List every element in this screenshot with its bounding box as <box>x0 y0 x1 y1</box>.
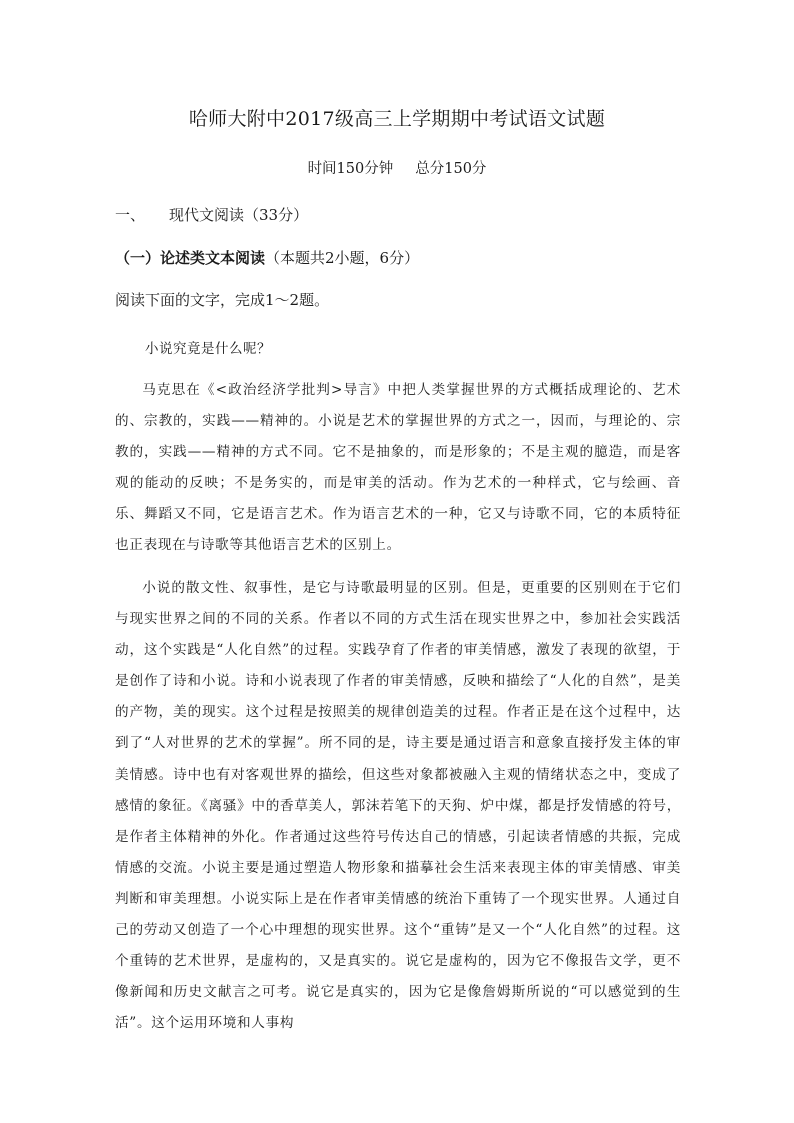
article-paragraph: 马克思在《<政治经济学批判>导言》中把人类掌握世界的方式概括成理论的、艺术的、宗教的，实践——精神的。小说是艺术的掌握世界的方式之一，因而，与理论的、宗教的，实践——精神的方式不同。它不是抽象的，而是形象的；不是主观的臆造，而是客观的能动的反映；不是务实的，而是审美的活动。作为艺术的一种样式，它与绘画、音乐、舞蹈又不同，它是语言艺术。作为语言艺术的一种，它又与诗歌不同，它的本质特征也正表现在与诗歌等其他语言艺术的区别上。 <box>115 382 681 554</box>
exam-meta <box>0 157 794 178</box>
exam-title: 哈师大附中2017级高三上学期期中考试语文试题 <box>188 108 606 130</box>
section-label: 现代文阅读（33分） <box>169 206 309 224</box>
reading-instruction: 阅读下面的文字，完成1～2题。 <box>115 291 330 309</box>
article-title: 小说究竟是什么呢？ <box>145 341 271 357</box>
subsection-label-rest: （本题共2小题，6分） <box>265 249 420 267</box>
subsection-heading <box>115 247 419 268</box>
exam-total: 总分150分 <box>415 161 487 177</box>
section-heading <box>115 204 308 225</box>
exam-time: 时间150分钟 <box>307 161 394 177</box>
section-number: 一、 <box>115 206 146 224</box>
subsection-label-bold: （一）论述类文本阅读 <box>115 249 266 267</box>
article-paragraph: 小说的散文性、叙事性，是它与诗歌最明显的区别。但是，更重要的区别则在于它们与现实世界之间的不同的关系。作者以不同的方式生活在现实世界之中，参加社会实践活动，这个实践是“人化自然”的过程。实践孕育了作者的审美情感，激发了表现的欲望，于是创作了诗和小说。诗和小说表现了作者的审美情感，反映和描绘了“人化的自然”，是美的产物，美的现实。这个过程是按照美的规律创造美的过程。作者正是在这个过程中，达到了“人对世界的艺术的掌握”。所不同的是，诗主要是通过语言和意象直接抒发主体的审美情感。诗中也有对客观世界的描绘，但这些对象都被融入主观的情绪状态之中，变成了感情的象征。《离骚》中的香草美人，郭沫若笔下的天狗、炉中煤，都是抒发情感的符号，是作者主体精神的外化。作者通过这些符号传达自己的情感，引起读者情感的共振，完成情感的交流。小说主要是通过塑造人物形象和描摹社会生活来表现主体的审美情感、审美判断和审美理想。小说实际上是在作者审美情感的统治下重铸了一个现实世界。人通过自己的劳动又创造了一个心中理想的现实世界。这个“重铸”是又一个“人化自然”的过程。这个重铸的艺术世界，是虚构的，又是真实的。说它是虚构的，因为它不像报告文学，更不像新闻和历史文献言之可考。说它是真实的，因为它是像詹姆斯所说的“可以感觉到的生活”。这个运用环境和人事构 <box>115 580 681 1032</box>
